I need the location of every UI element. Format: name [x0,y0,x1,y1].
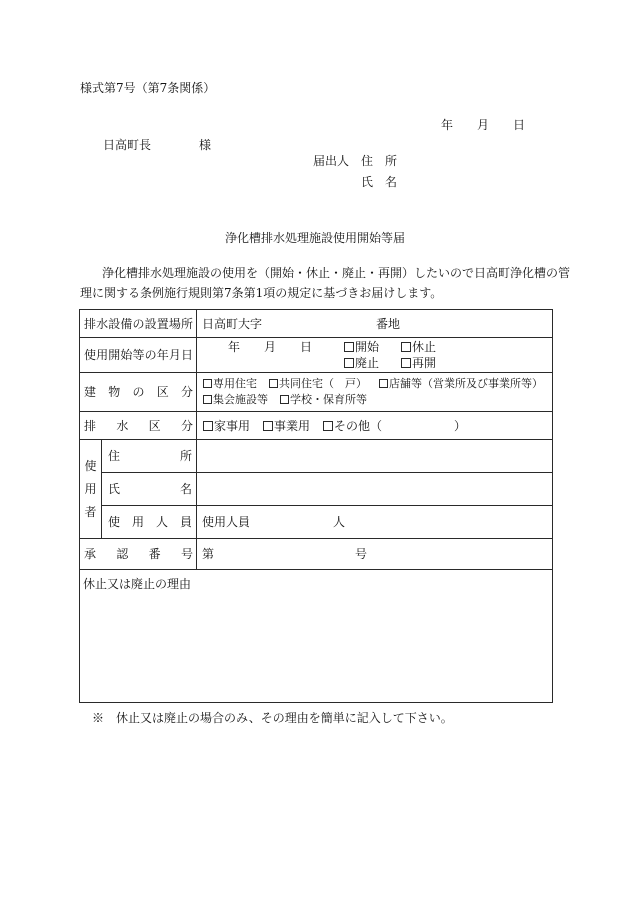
building-type-value-cell [197,373,553,412]
option-school-nursery[interactable] [279,392,367,408]
form-number: 様式第7号（第7条関係） [80,81,216,95]
checkbox[interactable] [280,395,289,404]
body-text-line: 浄化槽排水処理施設の使用を（開始・休止・廃止・再開）したいので日高町浄化槽の管 [102,266,571,280]
option-exclusive-house[interactable] [202,376,257,392]
option-label: 学校・保育所等 [290,393,368,406]
option-other[interactable] [322,418,466,434]
headcount-label-cell [102,506,197,539]
user-address-label-cell [102,440,197,473]
start-date-label: 使用開始等の年月日 [84,348,194,362]
option-start[interactable] [343,339,400,355]
user-group-label: 使用者 [84,458,97,519]
row-drainage-type [80,412,553,440]
building-type-label: 建 物 の 区 分 [84,385,194,399]
option-label: 休止 [412,340,437,354]
start-date-field[interactable]: 年 月 日 [228,340,313,354]
document-title: 浄化槽排水処理施設使用開始等届 [224,231,405,245]
checkbox[interactable] [401,358,411,368]
option-resume[interactable] [400,355,457,371]
addressee: 日高町長 様 [103,138,212,152]
option-label: 事業用 [274,418,311,433]
drainage-type-value-cell [197,412,553,440]
checkbox[interactable] [344,358,354,368]
row-location [80,310,553,338]
option-apartment[interactable] [268,376,367,392]
drainage-type-options [202,418,552,434]
checkbox[interactable] [344,342,354,352]
option-label: 再開 [412,356,437,370]
approval-number-value-cell [197,539,553,570]
checkbox[interactable] [203,421,213,431]
option-label: 廃止 [355,356,380,370]
user-group-cell [80,440,102,539]
checkbox[interactable] [203,395,212,404]
row-reason [80,570,553,703]
approval-number-label: 承 認 番 号 [84,547,194,561]
footnote: ※ 休止又は廃止の場合のみ、その理由を簡単に記入して下さい。 [92,711,453,725]
option-abolish[interactable] [343,355,400,371]
location-suffix: 番地 [376,316,401,331]
checkbox[interactable] [323,421,333,431]
option-business[interactable] [262,418,310,434]
headcount-label: 使 用 人 員 [108,515,193,529]
location-value-cell [197,310,553,338]
headcount-value-cell [197,506,553,539]
row-user-name [80,473,553,506]
approval-number-label-cell [80,539,197,570]
option-label: 店舗等（営業所及び事業所等） [389,377,544,390]
user-address-field[interactable] [202,441,552,472]
start-date-label-cell [80,338,197,373]
reason-label: 休止又は廃止の理由 [83,577,192,591]
option-assembly-facility[interactable] [202,392,268,408]
start-status-options [343,339,457,371]
notifier-name-label: 氏 名 [361,175,398,189]
location-label: 排水設備の設置場所 [84,316,194,331]
option-store[interactable] [378,376,543,392]
start-date-value-cell [197,338,553,373]
user-address-label: 住 所 [108,449,193,463]
drainage-type-label: 排 水 区 分 [84,418,194,433]
location-label-cell [80,310,197,338]
option-label: 共同住宅（ 戸） [279,377,368,390]
notifier-address-label: 住 所 [361,154,398,168]
approval-number-blank[interactable] [214,548,355,562]
row-user-headcount [80,506,553,539]
checkbox[interactable] [269,379,278,388]
building-type-options-line [202,392,552,408]
option-household[interactable] [202,418,250,434]
reason-text-area[interactable] [80,591,552,701]
headcount-suffix: 人 [333,515,346,529]
approval-number-suffix: 号 [355,547,368,561]
building-type-label-cell [80,373,197,412]
drainage-type-label-cell [80,412,197,440]
option-suspend[interactable] [400,339,457,355]
headcount-prefix: 使用人員 [202,515,251,529]
user-name-label-cell [102,473,197,506]
checkbox[interactable] [379,379,388,388]
row-approval-number [80,539,553,570]
row-start-date [80,338,553,373]
option-label: 専用住宅 [213,377,258,390]
user-name-field[interactable] [202,474,552,505]
option-label: 集会施設等 [213,393,269,406]
checkbox[interactable] [401,342,411,352]
user-name-label: 氏 名 [108,482,193,496]
location-number-blank[interactable] [262,317,376,331]
reason-cell [80,570,553,703]
user-name-value-cell [197,473,553,506]
checkbox[interactable] [203,379,212,388]
notifier-label: 届出人 [313,154,350,168]
option-label: 家事用 [214,418,251,433]
approval-number-prefix: 第 [202,547,215,561]
option-label: その他（ ） [334,418,467,433]
option-label: 開始 [355,340,380,354]
checkbox[interactable] [263,421,273,431]
body-text-line: 理に関する条例施行規則第7条第1項の規定に基づきお届けします。 [80,286,443,300]
start-date-content [202,339,552,371]
notification-form-table [79,309,553,703]
headcount-blank[interactable] [250,516,333,530]
building-type-options-line [202,376,552,392]
submission-date[interactable]: 年 月 日 [441,118,526,132]
location-prefix: 日高町大字 [202,316,263,331]
user-address-value-cell [197,440,553,473]
row-building-type [80,373,553,412]
row-user-address [80,440,553,473]
